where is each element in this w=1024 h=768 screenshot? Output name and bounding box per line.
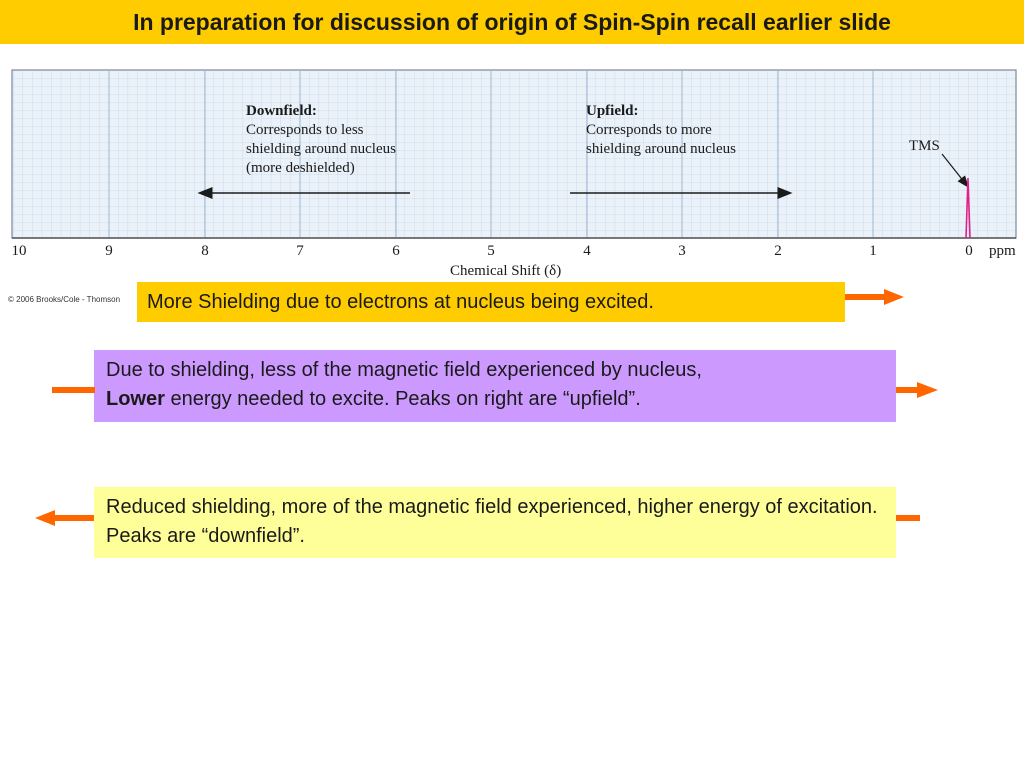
tick-9: 9 bbox=[105, 243, 113, 259]
tick-8: 8 bbox=[201, 243, 209, 259]
downfield-line-1: Corresponds to less bbox=[246, 122, 364, 138]
tick-10: 10 bbox=[11, 243, 27, 259]
axis-tick-labels bbox=[12, 243, 973, 259]
downfield-explanation-text: Reduced shielding, more of the magnetic field experienced, higher energy of excitation. Peaks are “downfield”. bbox=[106, 496, 878, 547]
tick-3: 3 bbox=[678, 243, 686, 259]
tick-2: 2 bbox=[774, 243, 782, 259]
tick-1: 1 bbox=[869, 243, 877, 259]
downfield-line-2: shielding around nucleus bbox=[246, 141, 396, 157]
downfield-heading: Downfield: bbox=[246, 103, 317, 119]
copyright-note: © 2006 Brooks/Cole - Thomson bbox=[8, 295, 121, 304]
upfield-line-2: shielding around nucleus bbox=[586, 141, 736, 157]
upfield-line-1: Corresponds to more bbox=[586, 122, 712, 138]
tick-5: 5 bbox=[487, 243, 495, 259]
upfield-explanation-box bbox=[94, 350, 896, 422]
shielding-note-text: More Shielding due to electrons at nucleus being excited. bbox=[147, 291, 654, 313]
axis-unit: ppm bbox=[989, 243, 1016, 259]
upfield-line-2-text: energy needed to excite. Peaks on right are “upfield”. bbox=[164, 388, 641, 410]
downfield-explanation-box bbox=[94, 487, 896, 558]
title-bar bbox=[0, 0, 1024, 44]
upfield-line-1-text: Due to shielding, less of the magnetic field experienced by nucleus, bbox=[106, 359, 702, 381]
shielding-note-box bbox=[137, 282, 845, 322]
tick-0: 0 bbox=[965, 243, 973, 259]
lower-emphasis: Lower bbox=[106, 388, 165, 410]
upfield-heading: Upfield: bbox=[586, 103, 639, 119]
tick-4: 4 bbox=[583, 243, 591, 259]
spectrum-grid bbox=[13, 71, 1015, 237]
axis-title: Chemical Shift (δ) bbox=[450, 263, 562, 279]
slide-title: In preparation for discussion of origin of Spin-Spin recall earlier slide bbox=[133, 8, 891, 35]
tick-7: 7 bbox=[296, 243, 304, 259]
tms-label: TMS bbox=[909, 138, 940, 154]
downfield-line-3: (more deshielded) bbox=[246, 160, 355, 176]
tick-6: 6 bbox=[392, 243, 400, 259]
